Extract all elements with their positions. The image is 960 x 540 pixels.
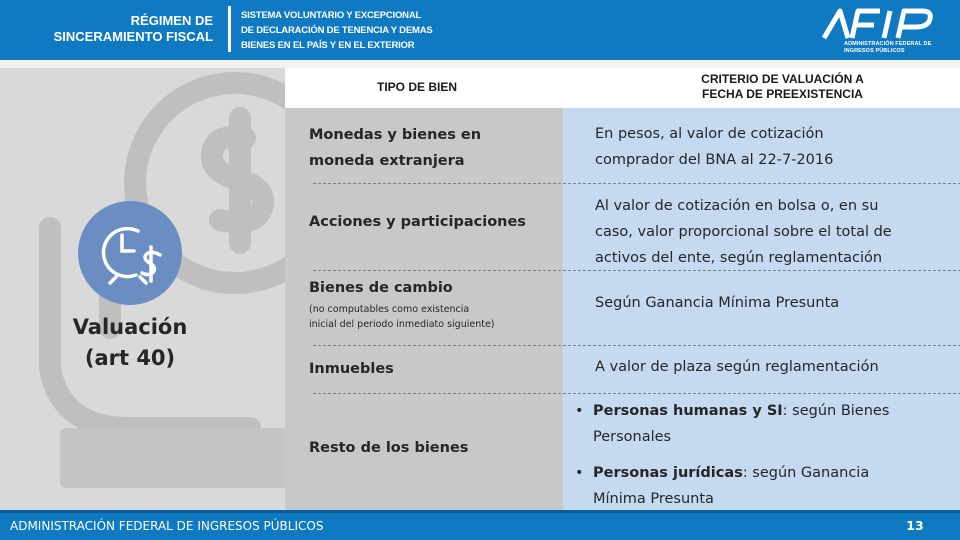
bullet-bold: Personas jurídicas	[593, 465, 743, 481]
header-subtitle	[241, 8, 433, 53]
criteria-inmuebles	[595, 354, 879, 380]
afip-logo	[818, 5, 938, 55]
logo-caption-line: ADMINISTRACIÓN FEDERAL DE	[844, 41, 932, 47]
criteria-personas-juridicas-line2: Mínima Presunta	[593, 491, 714, 507]
footer-org: ADMINISTRACIÓN FEDERAL DE INGRESOS PÚBLICOS	[10, 519, 324, 533]
header-divider	[228, 6, 231, 52]
asset-bienes-de-cambio-note	[309, 302, 495, 332]
bullet-rest: : según Ganancia	[742, 465, 870, 481]
row-separator	[313, 183, 960, 184]
header-title	[0, 13, 213, 45]
clock-dollar-icon	[78, 201, 182, 305]
criteria-line: A valor de plaza según reglamentación	[595, 359, 879, 375]
asset-acciones: Acciones y participaciones	[309, 214, 526, 230]
header-subtitle-line: DE DECLARACIÓN DE TENENCIA Y DEMAS	[241, 25, 433, 36]
valuation-title-line: Valuación	[72, 315, 188, 339]
asset-monedas	[309, 122, 481, 174]
column-header-criteria	[605, 72, 960, 102]
criteria-line: comprador del BNA al 22-7-2016	[595, 152, 834, 168]
criteria-line: Al valor de cotización en bolsa o, en su	[595, 198, 879, 214]
header-title-line: SINCERAMIENTO FISCAL	[53, 29, 213, 44]
valuation-title	[40, 312, 220, 374]
row-separator	[313, 393, 960, 394]
header-title-line: RÉGIMEN DE	[130, 13, 213, 28]
column-header-criteria-line: FECHA DE PREEXISTENCIA	[702, 87, 863, 101]
row-separator	[313, 345, 960, 346]
criteria-acciones	[595, 193, 892, 271]
logo-caption-line: INGRESOS PÚBLICOS	[844, 47, 905, 54]
asset-line: moneda extranjera	[309, 153, 465, 169]
criteria-line: caso, valor proporcional sobre el total de	[595, 224, 892, 240]
asset-resto: Resto de los bienes	[309, 440, 469, 456]
bullet-dot: •	[575, 403, 584, 419]
asset-note-line: inicial del periodo inmediato siguiente)	[309, 319, 495, 330]
criteria-line: activos del ente, según reglamentación	[595, 250, 883, 266]
valuation-title-line: (art 40)	[84, 346, 176, 370]
criteria-line: Según Ganancia Mínima Presunta	[595, 295, 840, 311]
asset-line: Monedas y bienes en	[309, 127, 482, 143]
criteria-personas-humanas-line2: Personales	[593, 429, 672, 445]
page-number: 13	[906, 518, 924, 533]
valuation-badge	[78, 201, 182, 305]
criteria-personas-humanas	[593, 399, 889, 423]
criteria-bienes-de-cambio	[595, 290, 839, 316]
header-subtitle-line: BIENES EN EL PAÍS Y EN EL EXTERIOR	[241, 40, 415, 51]
bullet-bold: Personas humanas y SI	[593, 403, 783, 419]
criteria-personas-juridicas	[593, 461, 869, 485]
asset-inmuebles: Inmuebles	[309, 361, 394, 377]
bullet-dot: •	[575, 465, 584, 481]
column-header-asset-type: TIPO DE BIEN	[376, 80, 457, 94]
afip-logo-icon	[818, 5, 938, 41]
header-subtitle-line: SISTEMA VOLUNTARIO Y EXCEPCIONAL	[241, 10, 422, 21]
logo-caption	[844, 41, 931, 54]
column-header-criteria-line: CRITERIO DE VALUACIÓN A	[701, 72, 864, 86]
bullet-rest: : según Bienes	[782, 403, 890, 419]
asset-note-line: (no computables como existencia	[309, 304, 470, 315]
criteria-monedas	[595, 121, 833, 173]
criteria-line: En pesos, al valor de cotización	[595, 126, 824, 142]
asset-bienes-de-cambio: Bienes de cambio	[309, 280, 453, 296]
